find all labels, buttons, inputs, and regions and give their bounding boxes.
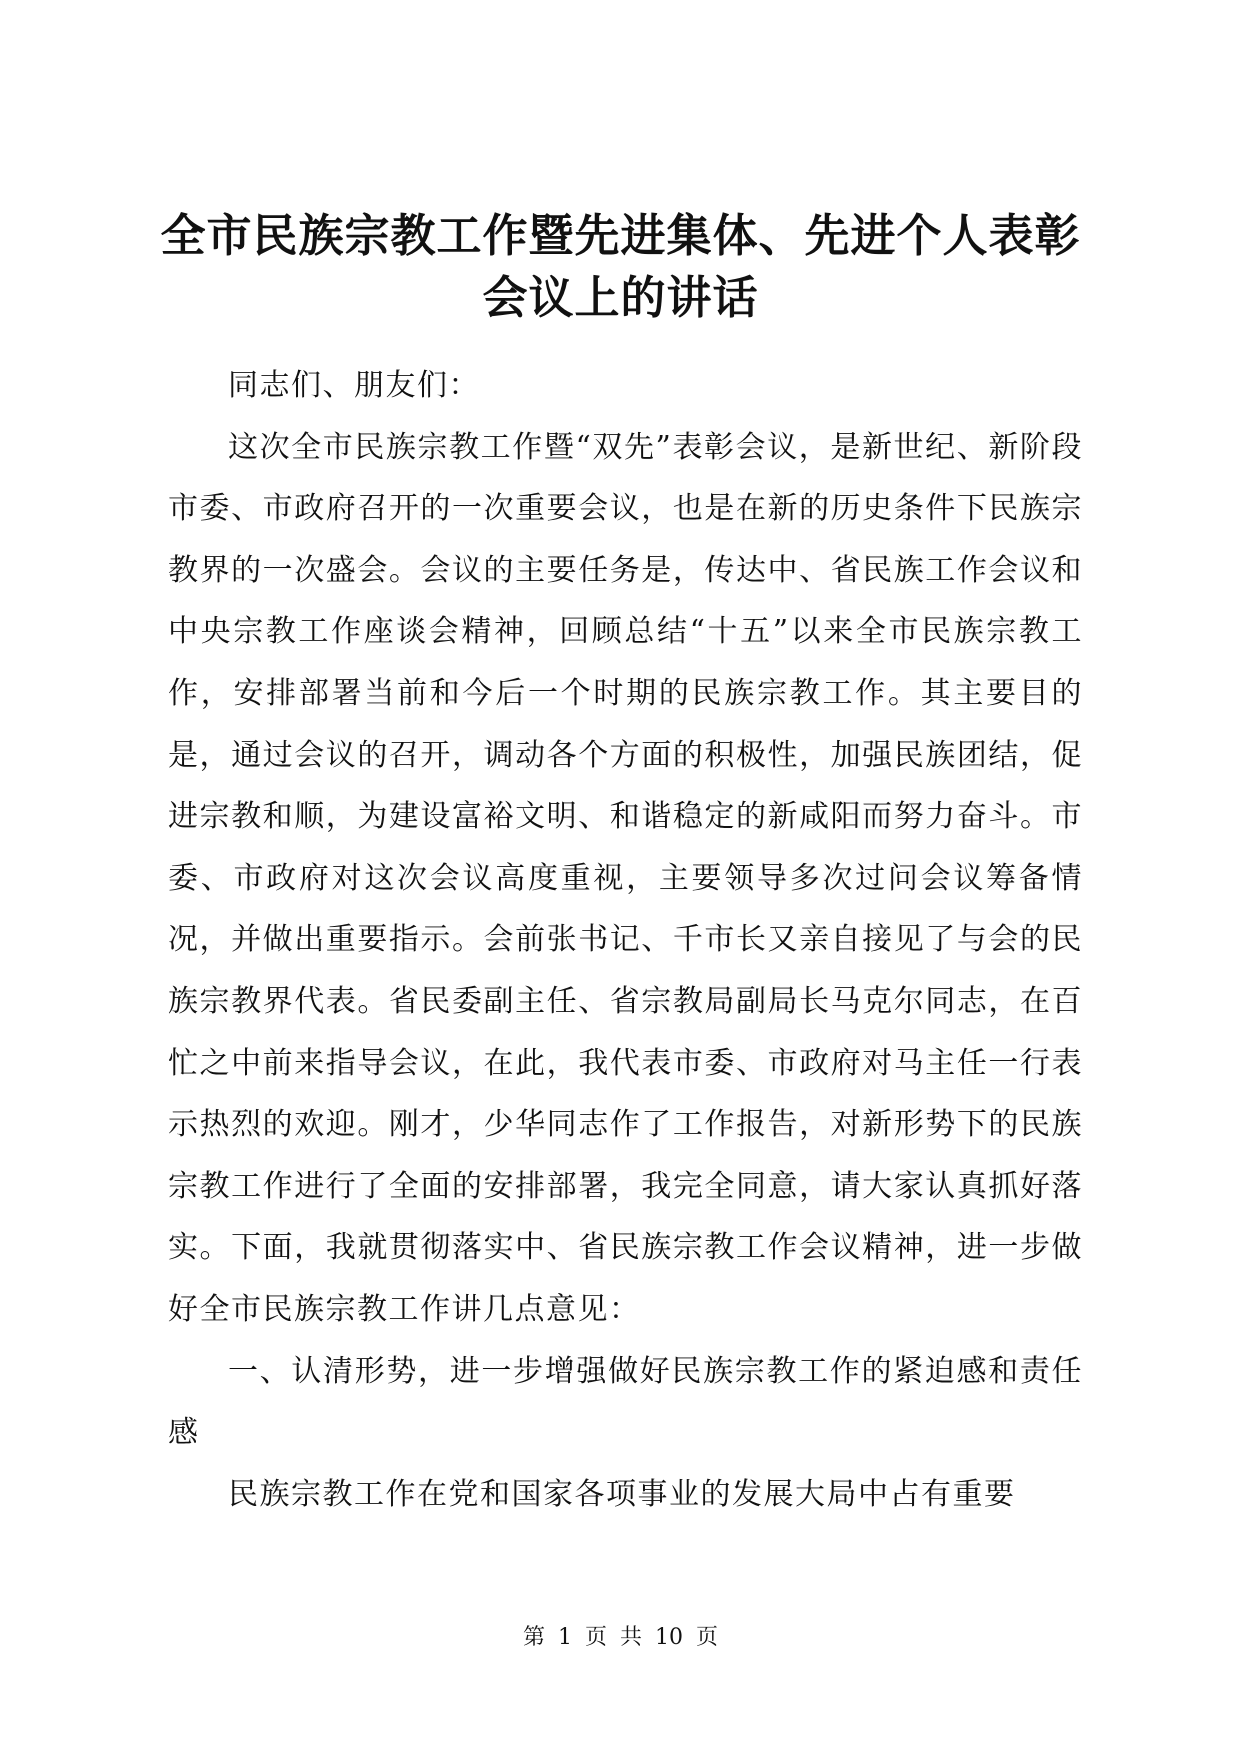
- page-footer: [0, 1623, 1241, 1653]
- page-number: 第 1 页 共 10 页: [523, 1625, 718, 1650]
- document-body: [168, 355, 1083, 1525]
- salutation-paragraph: 同志们、朋友们：: [228, 368, 480, 403]
- title-line-2: 会议上的讲话: [482, 271, 759, 324]
- body-paragraph-1: 这次全市民族宗教工作暨“双先”表彰会议，是新世纪、新阶段市委、市政府召开的一次重要会议，也是在新的历史条件下民族宗教界的一次盛会。会议的主要任务是，传达中、省民族工作会议和中央宗教工作座谈会精神，回顾总结“十五”以来全市民族宗教工作，安排部署当前和今后一个时期的民族宗教工作。其主要目的是，通过会议的召开，调动各个方面的积极性，加强民族团结，促进宗教和顺，为建设富裕文明、和谐稳定的新咸阳而努力奋斗。市委、市政府对这次会议高度重视，主要领导多次过问会议筹备情况，并做出重要指示。会前张书记、千市长又亲自接见了与会的民族宗教界代表。省民委副主任、省宗教局副局长马克尔同志，在百忙之中前来指导会议，在此，我代表市委、市政府对马主任一行表示热烈的欢迎。刚才，少华同志作了工作报告，对新形势下的民族宗教工作进行了全面的安排部署，我完全同意，请大家认真抓好落实。下面，我就贯彻落实中、省民族宗教工作会议精神，进一步做好全市民族宗教工作讲几点意见：: [168, 429, 1083, 1327]
- body-paragraph-2: 民族宗教工作在党和国家各项事业的发展大局中占有重要: [228, 1476, 1016, 1512]
- title-line-1: 全市民族宗教工作暨先进集体、先进个人表彰: [160, 209, 1081, 262]
- section-heading-1: 一、认清形势，进一步增强做好民族宗教工作的紧迫感和责任感: [168, 1353, 1083, 1451]
- document-title: [160, 205, 1081, 329]
